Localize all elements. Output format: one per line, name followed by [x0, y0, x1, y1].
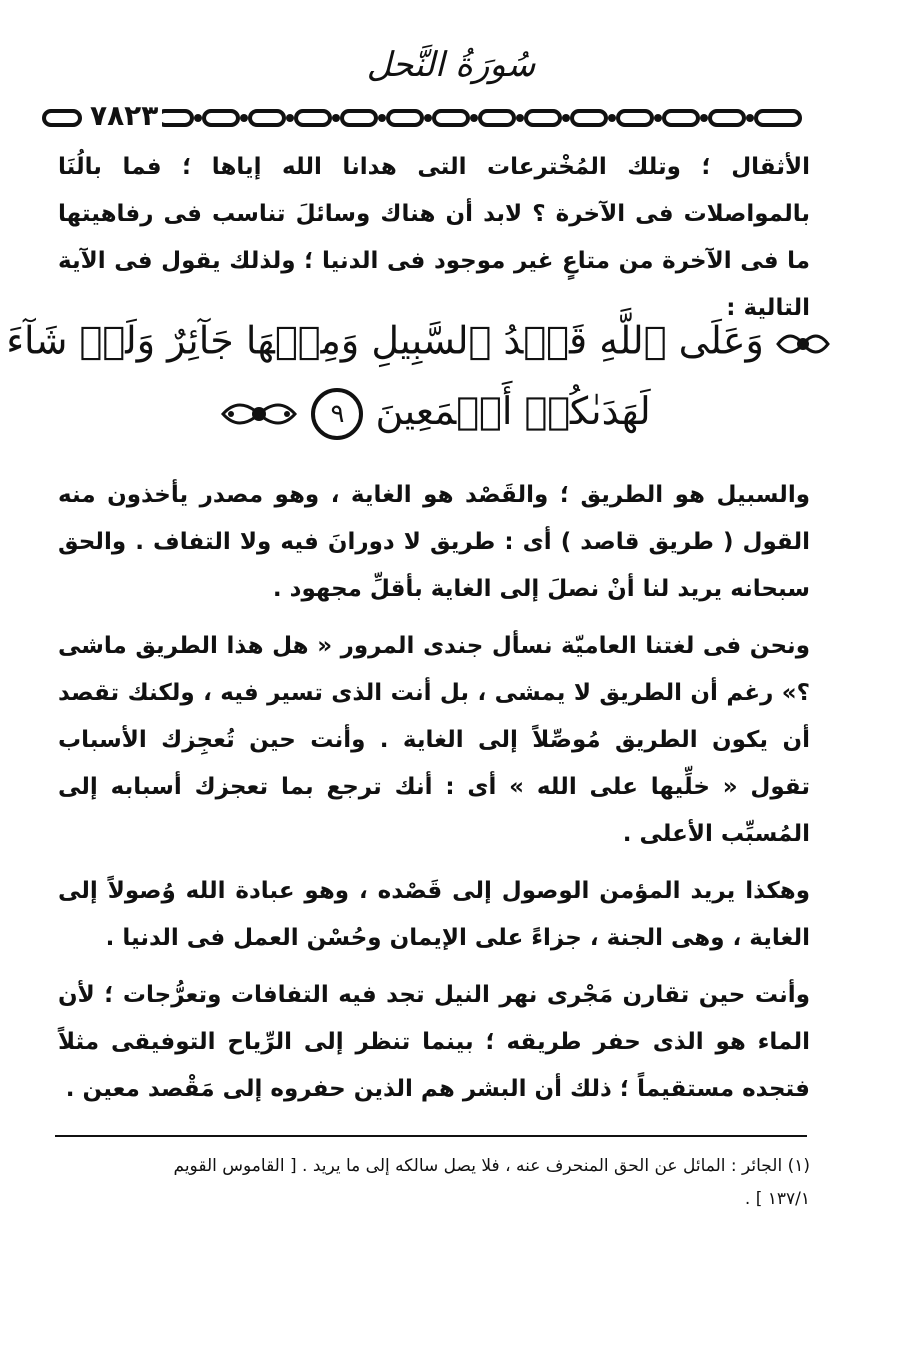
- paragraph: والسبيل هو الطريق ؛ والقَصْد هو الغاية ، وهو مصدر يأخذون منه القول ( طريق قاصد ) أى : طريق لا دورانَ فيه ولا التفاف . والحق سبحانه يريد لنا أنْ نصلَ إلى الغاية بأقلِّ مجهود .: [58, 482, 810, 602]
- surah-title: سُورَةُ النَّحل: [366, 45, 536, 85]
- page-number: ٧٨٢٣: [86, 96, 162, 136]
- verse-text-2: لَهَدَىٰكُمۡ أَجۡمَعِينَ: [375, 388, 651, 433]
- verse-line-1: [6, 300, 830, 376]
- verse-ornament-icon: [219, 394, 299, 434]
- footnote: [40, 1150, 810, 1216]
- footnote-line-1: (١) الجائر : المائل عن الحق المنحرف عنه ، فلا يصل سالكه إلى ما يريد . [ القاموس القويم: [173, 1156, 810, 1176]
- quran-verse: [6, 300, 830, 460]
- verse-line-2: [40, 376, 830, 446]
- ayah-number-badge: ٩: [311, 388, 363, 440]
- paragraph: وأنت حين تقارن مَجْرى نهر النيل تجد فيه التفافات وتعرُّجات ؛ لأن الماء هو الذى حفر طريقه ؛ بينما تنظر إلى الرِّياح التوفيقى مثلاً فتجده مستقيماً ؛ ذلك أن البشر هم الذين حفروه إلى مَقْصد معين .: [58, 982, 810, 1102]
- verse-text-1: وَعَلَى ٱللَّهِ قَصۡدُ ٱلسَّبِيلِ وَمِنۡهَا جَآئِرٌ وَلَوۡ شَآءَ: [6, 318, 764, 363]
- paragraph: وهكذا يريد المؤمن الوصول إلى قَصْده ، وهو عبادة الله وُصولاً إلى الغاية ، وهى الجنة ، جزاءً على الإيمان وحُسْن العمل فى الدنيا .: [58, 878, 810, 951]
- body-text: [58, 472, 810, 1113]
- footnote-divider: [55, 1135, 807, 1137]
- paragraph: الأثقال ؛ وتلك المُخْترعات التى هدانا الله إياها ؛ فما بالُنَا بالمواصلات فى الآخرة ؟ لابد أن هناك وسائلَ تناسب فى رفاهيتها ما فى الآخرة من متاعٍ غير موجود فى الدنيا ؛ ولذلك يقول فى الآية التالية :: [58, 154, 810, 321]
- paragraph: ونحن فى لغتنا العاميّة نسأل جندى المرور « هل هذا الطريق ماشى ؟» رغم أن الطريق لا يمشى ، بل أنت الذى تسير فيه ، ولكنك تقصد أن يكون الطريق مُوصِّلاً إلى الغاية . وأنت حين تُعجِزك الأسباب تقول « خلِّيها على الله » أى : أنك ترجع بما تعجزك أسبابه إلى المُسبِّب الأعلى .: [58, 633, 810, 847]
- verse-ornament-icon: [776, 324, 830, 364]
- footnote-line-2: ١٣٧/١ ] .: [744, 1189, 810, 1209]
